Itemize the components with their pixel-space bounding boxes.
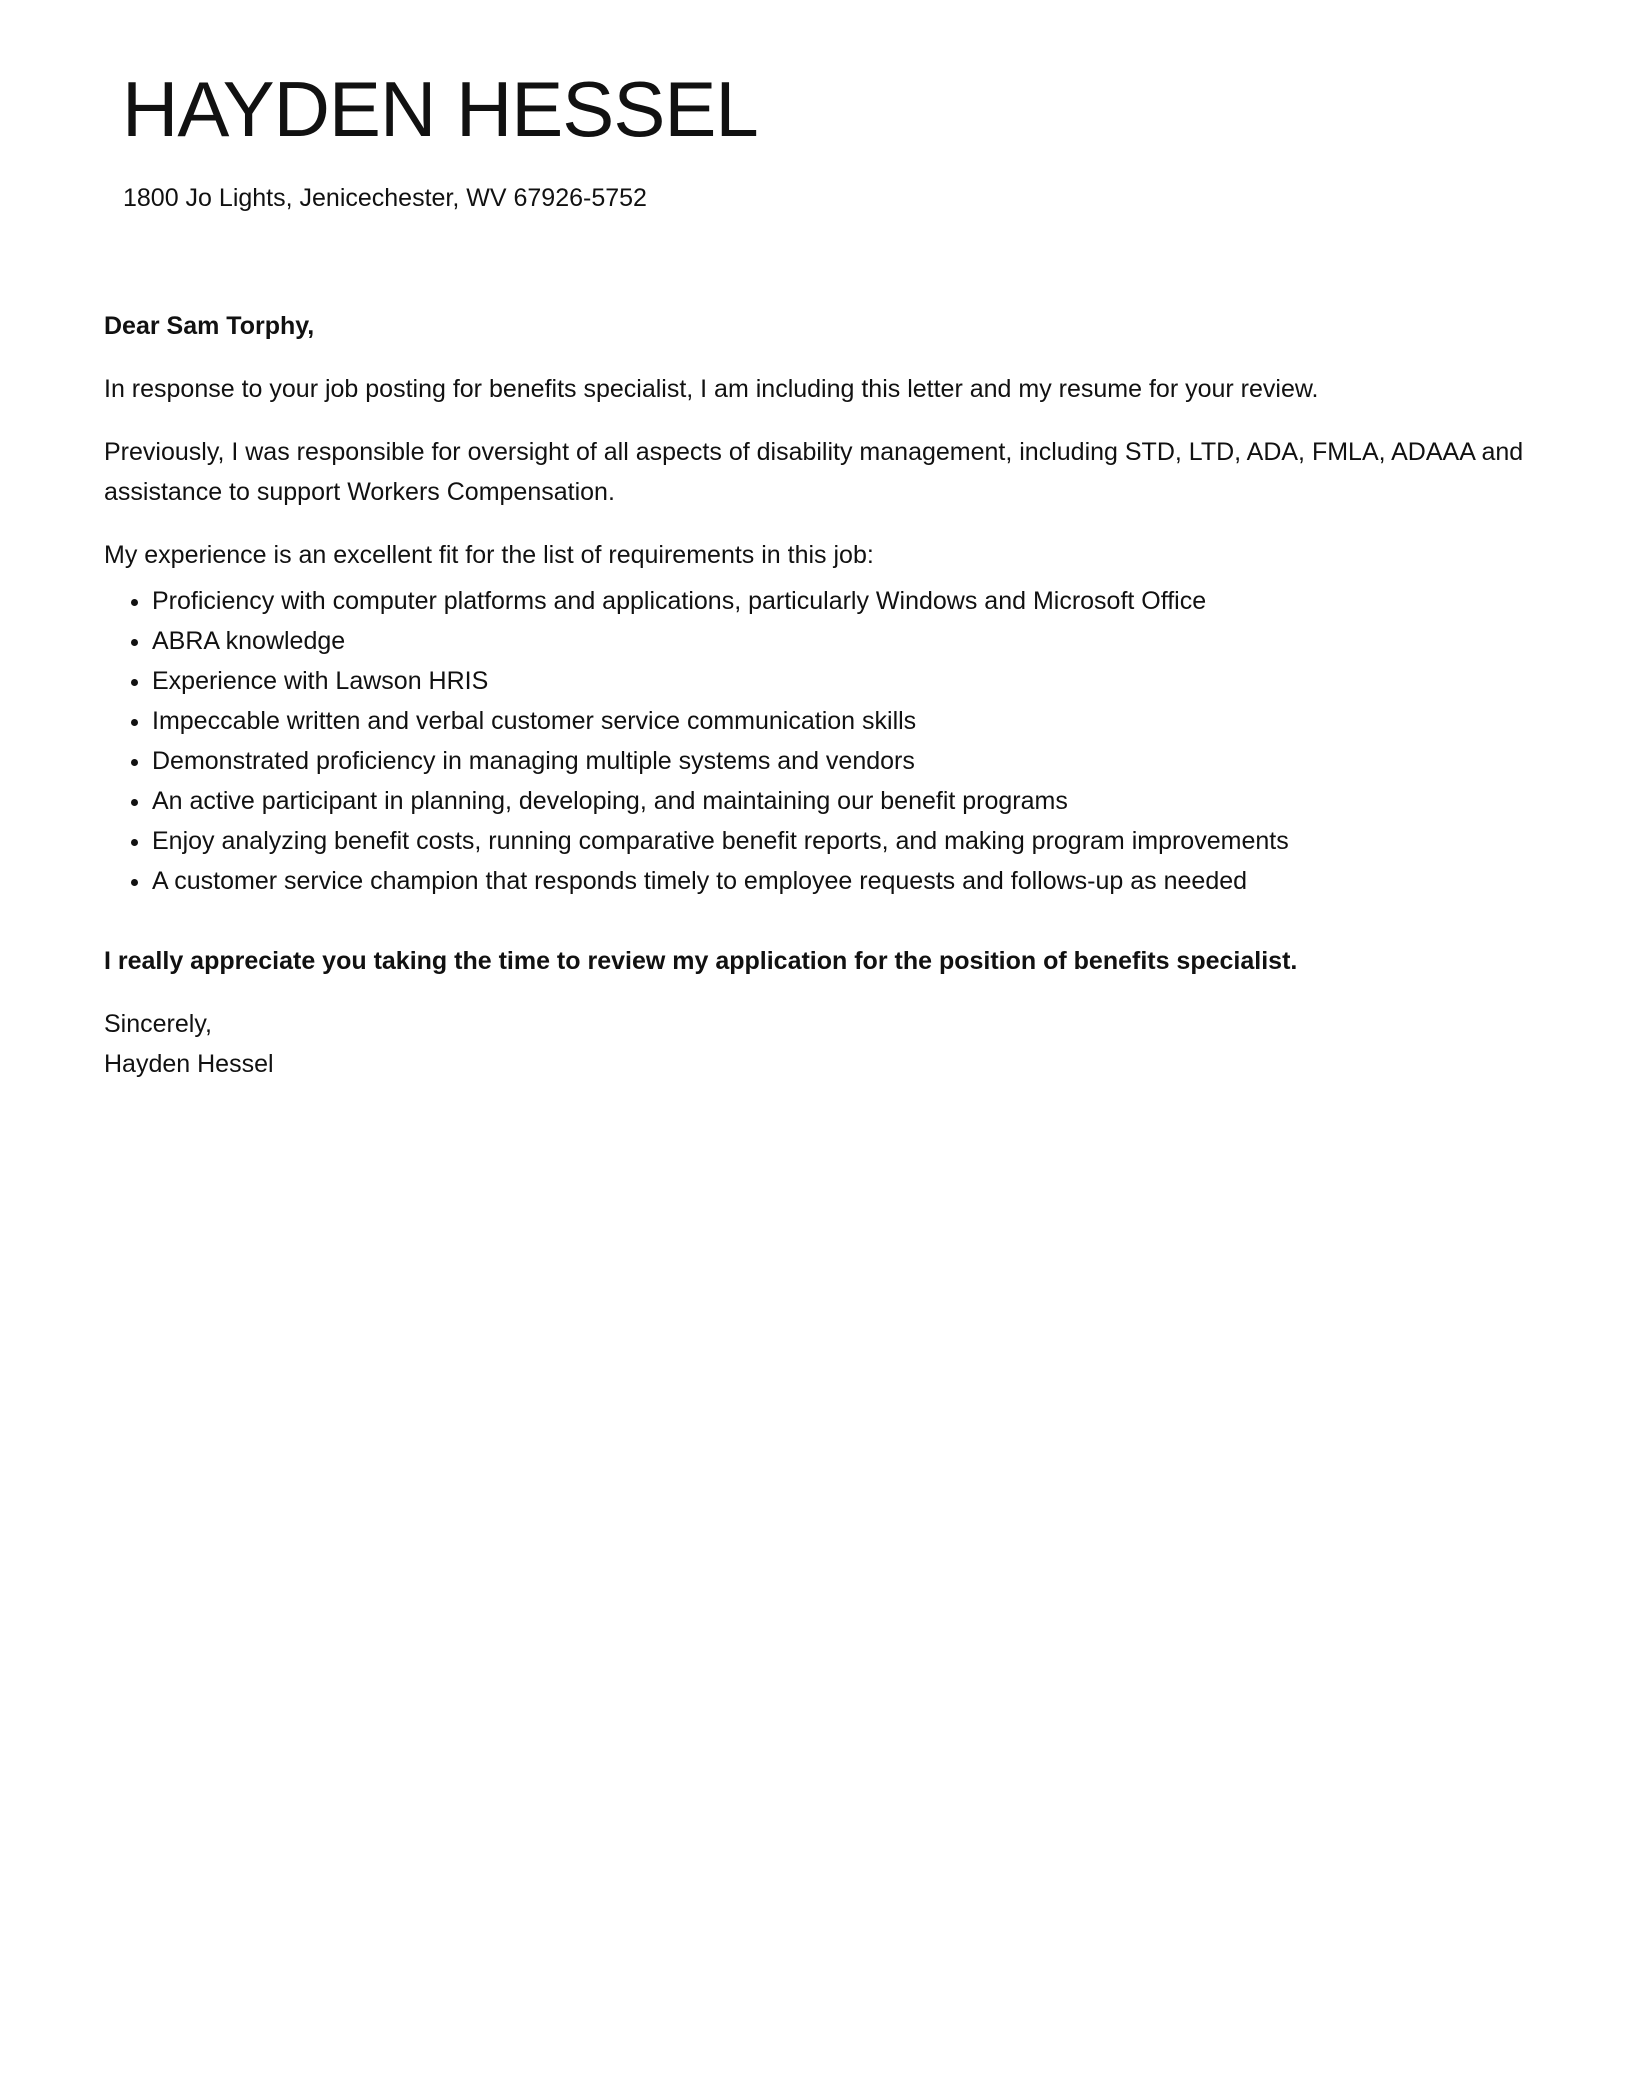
list-item: • A customer service champion that responds timely to employee requests and follows-up as needed [152, 861, 1564, 901]
list-item: • Enjoy analyzing benefit costs, running comparative benefit reports, and making program improvements [152, 821, 1564, 861]
experience-paragraph: Previously, I was responsible for oversight of all aspects of disability management, including STD, LTD, ADA, FMLA, ADAAA and assistance to support Workers Compensation. [104, 438, 1524, 506]
intro-paragraph: In response to your job posting for benefits specialist, I am including this letter and my resume for your review. [104, 375, 1319, 403]
list-item: • Impeccable written and verbal customer service communication skills [152, 701, 1564, 741]
requirements-list [104, 581, 1564, 901]
list-item: • Demonstrated proficiency in managing multiple systems and vendors [152, 741, 1564, 781]
closing-statement: I really appreciate you taking the time to review my application for the position of benefits specialist. [104, 947, 1298, 975]
list-item: • Proficiency with computer platforms and applications, particularly Windows and Microsoft Office [152, 581, 1564, 621]
signature: Hayden Hessel [104, 1050, 274, 1078]
sign-off: Sincerely, [104, 1010, 212, 1038]
list-item: • Experience with Lawson HRIS [152, 661, 1564, 701]
salutation: Dear Sam Torphy, [104, 312, 315, 340]
letter-body [104, 306, 1564, 1084]
applicant-name: HAYDEN HESSEL [122, 65, 758, 153]
applicant-address: 1800 Jo Lights, Jenicechester, WV 67926-5752 [123, 184, 647, 212]
list-item: • ABRA knowledge [152, 621, 1564, 661]
list-item: • An active participant in planning, developing, and maintaining our benefit programs [152, 781, 1564, 821]
requirements-intro: My experience is an excellent fit for the list of requirements in this job: [104, 541, 874, 569]
